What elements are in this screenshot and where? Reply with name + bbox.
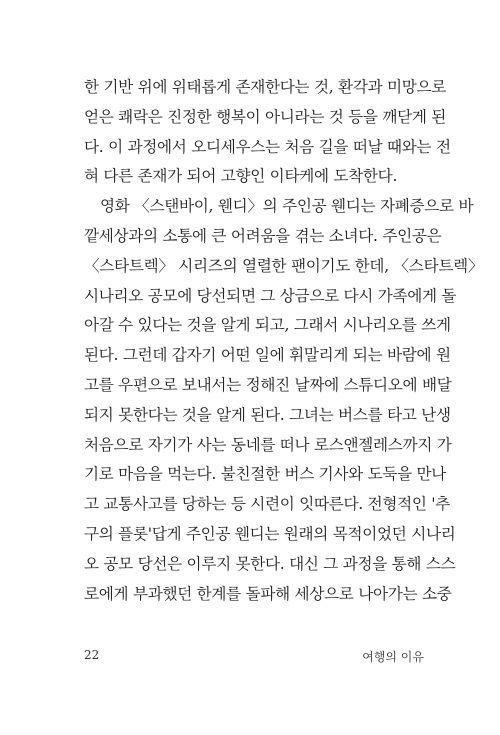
page-footer — [84, 648, 424, 668]
body-text — [84, 73, 484, 609]
text-line: 되지 못한다는 것을 알게 된다. 그녀는 버스를 타고 난생 — [84, 405, 451, 424]
text-line: 기로 마음을 먹는다. 불친절한 버스 기사와 도둑을 만나 — [84, 465, 447, 484]
text-line: 시나리오 공모에 당선되면 그 상금으로 다시 가족에게 돌 — [84, 286, 457, 305]
text-line: 다. 이 과정에서 오디세우스는 처음 길을 떠날 때와는 전 — [84, 137, 451, 156]
text-line: 고를 우편으로 보내서는 정해진 날짜에 스튜디오에 배달 — [84, 375, 452, 394]
text-line: 영화 〈스탠바이, 웬디〉의 주인공 웬디는 자폐증으로 바 — [100, 197, 474, 216]
text-line: 고 교통사고를 당하는 등 시련이 잇따른다. 전형적인 '추 — [84, 495, 451, 514]
text-line: 깥세상과의 소통에 큰 어려움을 겪는 소녀다. 주인공은 — [84, 226, 442, 245]
text-line: 한 기반 위에 위태롭게 존재한다는 것, 환각과 미망으로 — [84, 78, 447, 96]
text-line: 아갈 수 있다는 것을 알게 되고, 그래서 시나리오를 쓰게 — [84, 316, 451, 335]
text-line: 혀 다른 존재가 되어 고향인 이타케에 도착한다. — [84, 167, 398, 186]
running-title: 여행의 이유 — [362, 650, 424, 664]
page-number: 22 — [84, 648, 100, 662]
text-line: 처음으로 자기가 사는 동네를 떠나 로스앤젤레스까지 가 — [84, 435, 452, 454]
text-line: 구의 플롯'답게 주인공 웬디는 원래의 목적이었던 시나리 — [84, 524, 456, 543]
text-line: 된다. 그런데 갑자기 어떤 일에 휘말리게 되는 바람에 원 — [84, 346, 451, 365]
text-line: 로에게 부과했던 한계를 돌파해 세상으로 나아가는 소중 — [84, 584, 452, 603]
text-line: 〈스타트렉〉 시리즈의 열렬한 팬이기도 한데, 〈스타트렉〉 — [84, 256, 484, 275]
text-line: 얻은 쾌락은 진정한 행복이 아니라는 것 등을 깨닫게 된 — [84, 107, 447, 126]
text-line: 오 공모 당선은 이루지 못한다. 대신 그 과정을 통해 스스 — [84, 554, 456, 573]
